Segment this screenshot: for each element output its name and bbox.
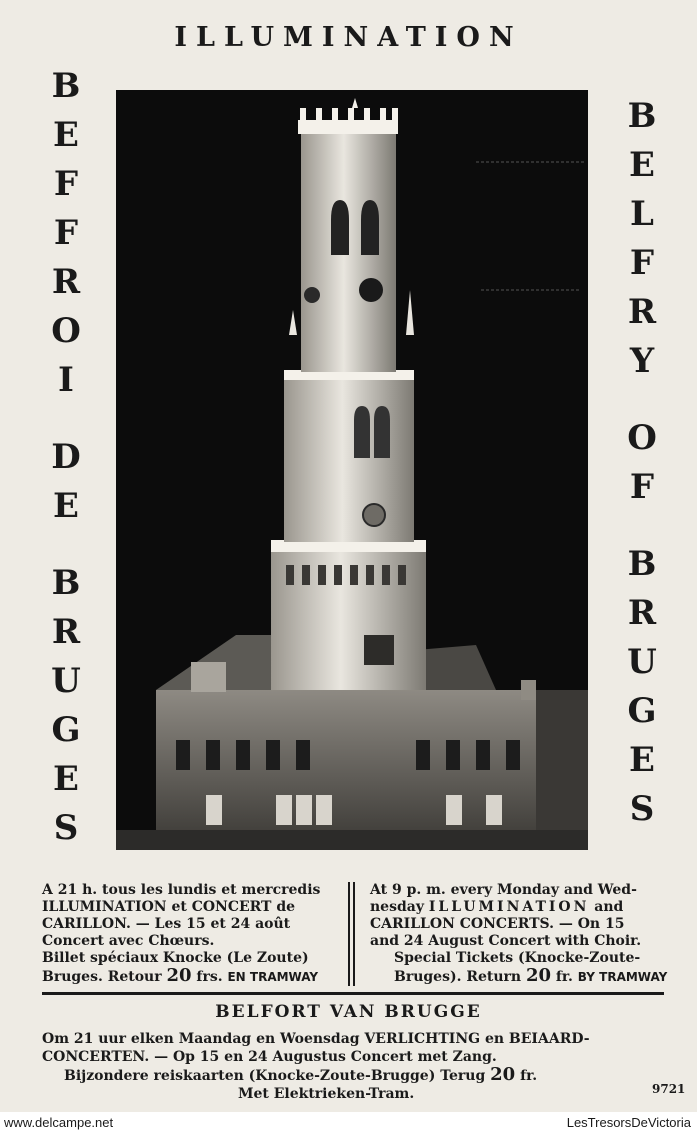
right-vertical-title [612, 92, 672, 834]
seller-name: LesTresorsDeVictoria [566, 1115, 691, 1130]
vertical-letter: G [51, 710, 81, 750]
vertical-letter: E [53, 486, 79, 526]
vertical-letter: E [629, 145, 655, 185]
dutch-title: BELFORT VAN BRUGGE [215, 1002, 482, 1022]
vertical-letter [612, 512, 672, 540]
vertical-letter: E [53, 759, 79, 799]
vertical-letter: R [51, 612, 81, 652]
vertical-letter: U [627, 642, 657, 682]
watermark-bar [0, 1112, 697, 1132]
vertical-letter: R [627, 593, 657, 633]
vertical-letter: F [53, 164, 79, 204]
horizontal-rule [42, 992, 664, 995]
vertical-letter: F [629, 243, 655, 283]
vertical-letter [612, 386, 672, 414]
vertical-letter: S [53, 808, 79, 848]
reference-number: 9721 [652, 1082, 686, 1096]
vertical-letter: U [51, 661, 81, 701]
vertical-letter: S [629, 789, 655, 829]
vertical-letter: R [627, 292, 657, 332]
vertical-letter: O [627, 418, 657, 458]
vertical-letter: E [629, 740, 655, 780]
english-text: At 9 p. m. every Monday and Wed- nesday ILLUMINATION and CARILLON CONCERTS. — On 15 and 24 August Concert with Choir. Special Tickets (Knocke-Zoute- Bruges). Return 20 fr. BY TRAMWAY [370, 882, 668, 986]
vertical-letter: G [627, 691, 657, 731]
vertical-letter: E [53, 115, 79, 155]
dutch-text: Om 21 uur elken Maandag en Woensdag VERLICHTING en BEIAARD- CONCERTEN. — Op 15 en 24 Augustus Concert met Zang. Bijzondere reiskaarten (Knocke-Zoute-Brugge) Terug 20 fr. Met Elektrieken-Tram. [42, 1031, 590, 1102]
vertical-letter: D [51, 437, 81, 477]
column-divider [353, 882, 355, 986]
vertical-letter: Y [629, 341, 655, 381]
vertical-letter: I [58, 360, 74, 400]
vertical-letter: B [627, 96, 657, 136]
site-link[interactable]: www.delcampe.net [4, 1115, 114, 1130]
french-text: A 21 h. tous les lundis et mercredis ILLUMINATION et CONCERT de CARILLON. — Les 15 et 24 août Concert avec Chœurs. Billet spéciaux Knocke (Le Zoute) Bruges. Retour 20 frs. EN TRAMWAY [42, 882, 321, 986]
vertical-letter: B [51, 66, 81, 106]
column-divider [348, 882, 350, 986]
vertical-letter [36, 405, 96, 433]
vertical-letter [36, 531, 96, 559]
vertical-letter: F [629, 467, 655, 507]
belfry-night-photo [116, 90, 588, 850]
bilingual-text-block [42, 882, 668, 986]
card-title: ILLUMINATION [174, 22, 523, 53]
vertical-letter: B [627, 544, 657, 584]
belfry-illustration [116, 90, 588, 850]
left-vertical-title [36, 62, 96, 853]
vertical-letter: L [630, 194, 654, 234]
vertical-letter: B [51, 563, 81, 603]
vertical-letter: R [51, 262, 81, 302]
vertical-letter: O [51, 311, 81, 351]
vertical-letter: F [53, 213, 79, 253]
